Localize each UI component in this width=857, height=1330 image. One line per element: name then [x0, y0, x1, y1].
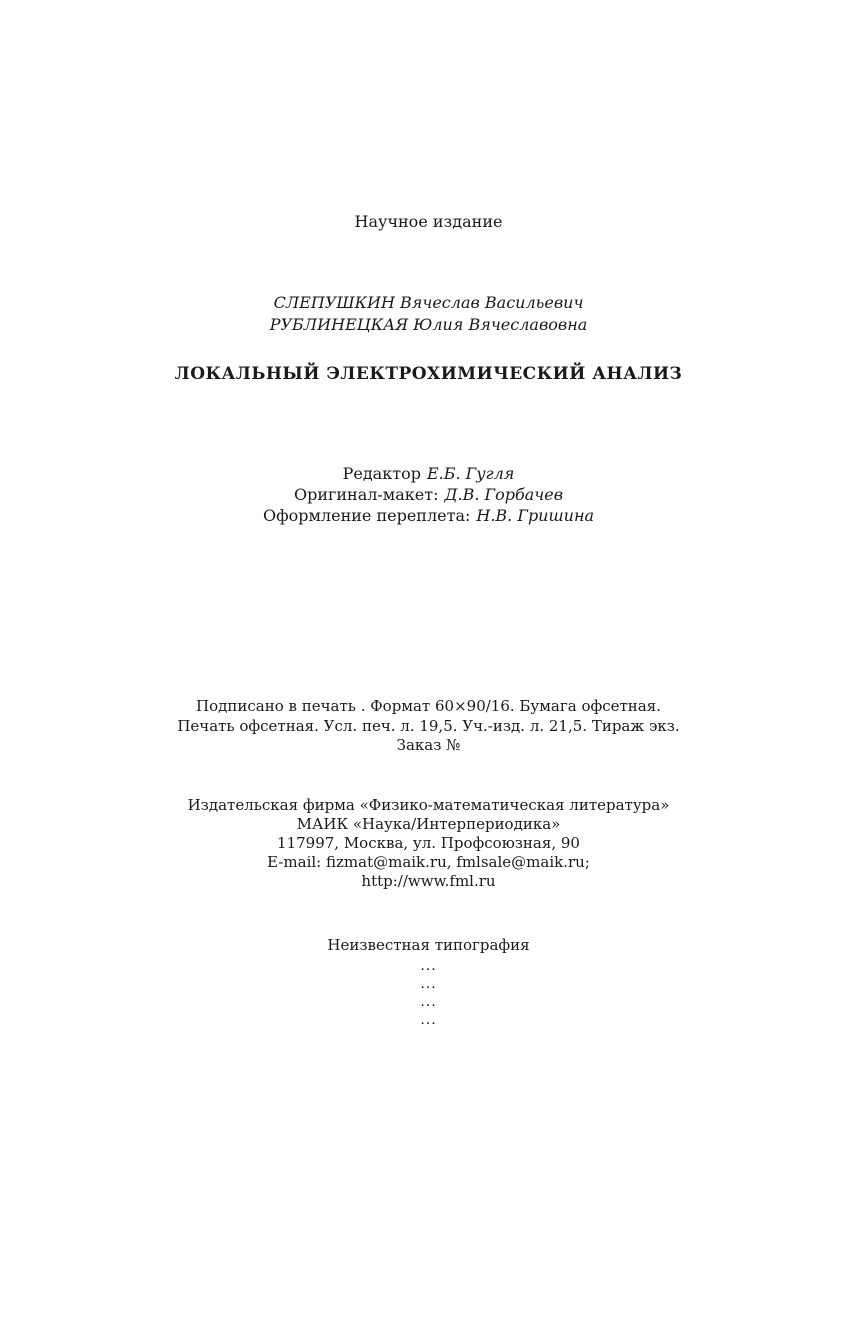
- print-info-line-2: Печать офсетная. Усл. печ. л. 19,5. Уч.-изд. л. 21,5. Тираж экз.: [177, 717, 680, 735]
- author-line-2: [0, 315, 857, 335]
- author-2-surname: РУБЛИНЕЦКАЯ: [269, 315, 409, 334]
- credit-role: Оформление переплета:: [262, 506, 471, 525]
- publisher-website: http://www.fml.ru: [361, 872, 496, 890]
- printer-placeholder-1: ...: [420, 958, 437, 974]
- credit-role: Редактор: [342, 464, 421, 483]
- printer-placeholder-3: ...: [420, 994, 437, 1010]
- author-1-name: Вячеслав Васильевич: [400, 293, 584, 312]
- credit-person: Н.В. Гришина: [476, 506, 595, 525]
- publisher-email: E-mail: fizmat@maik.ru, fmlsale@maik.ru;: [267, 853, 590, 871]
- credit-person: Е.Б. Гугля: [426, 464, 515, 483]
- print-info-line-1: Подписано в печать . Формат 60×90/16. Бумага офсетная.: [196, 697, 661, 715]
- printer-placeholder-2: ...: [420, 976, 437, 992]
- print-info-line-3: Заказ №: [396, 736, 461, 754]
- author-line-1: [0, 293, 857, 313]
- author-2-name: Юлия Вячеславовна: [413, 315, 588, 334]
- credit-role: Оригинал-макет:: [293, 485, 439, 504]
- printer-placeholder-4: ...: [420, 1012, 437, 1028]
- credit-person: Д.В. Горбачев: [444, 485, 564, 504]
- publisher-line-1: Издательская фирма «Физико-математическая литература»: [187, 796, 670, 814]
- publisher-address: 117997, Москва, ул. Профсоюзная, 90: [277, 834, 580, 852]
- book-title: ЛОКАЛЬНЫЙ ЭЛЕКТРОХИМИЧЕСКИЙ АНАЛИЗ: [174, 364, 683, 384]
- credit-layout: [0, 485, 857, 505]
- edition-type: Научное издание: [354, 212, 503, 231]
- author-1-surname: СЛЕПУШКИН: [273, 293, 395, 312]
- printer-name: Неизвестная типография: [327, 936, 530, 954]
- credit-cover: [0, 506, 857, 526]
- credit-editor: [0, 464, 857, 484]
- publisher-line-2: МАИК «Наука/Интерпериодика»: [296, 815, 561, 833]
